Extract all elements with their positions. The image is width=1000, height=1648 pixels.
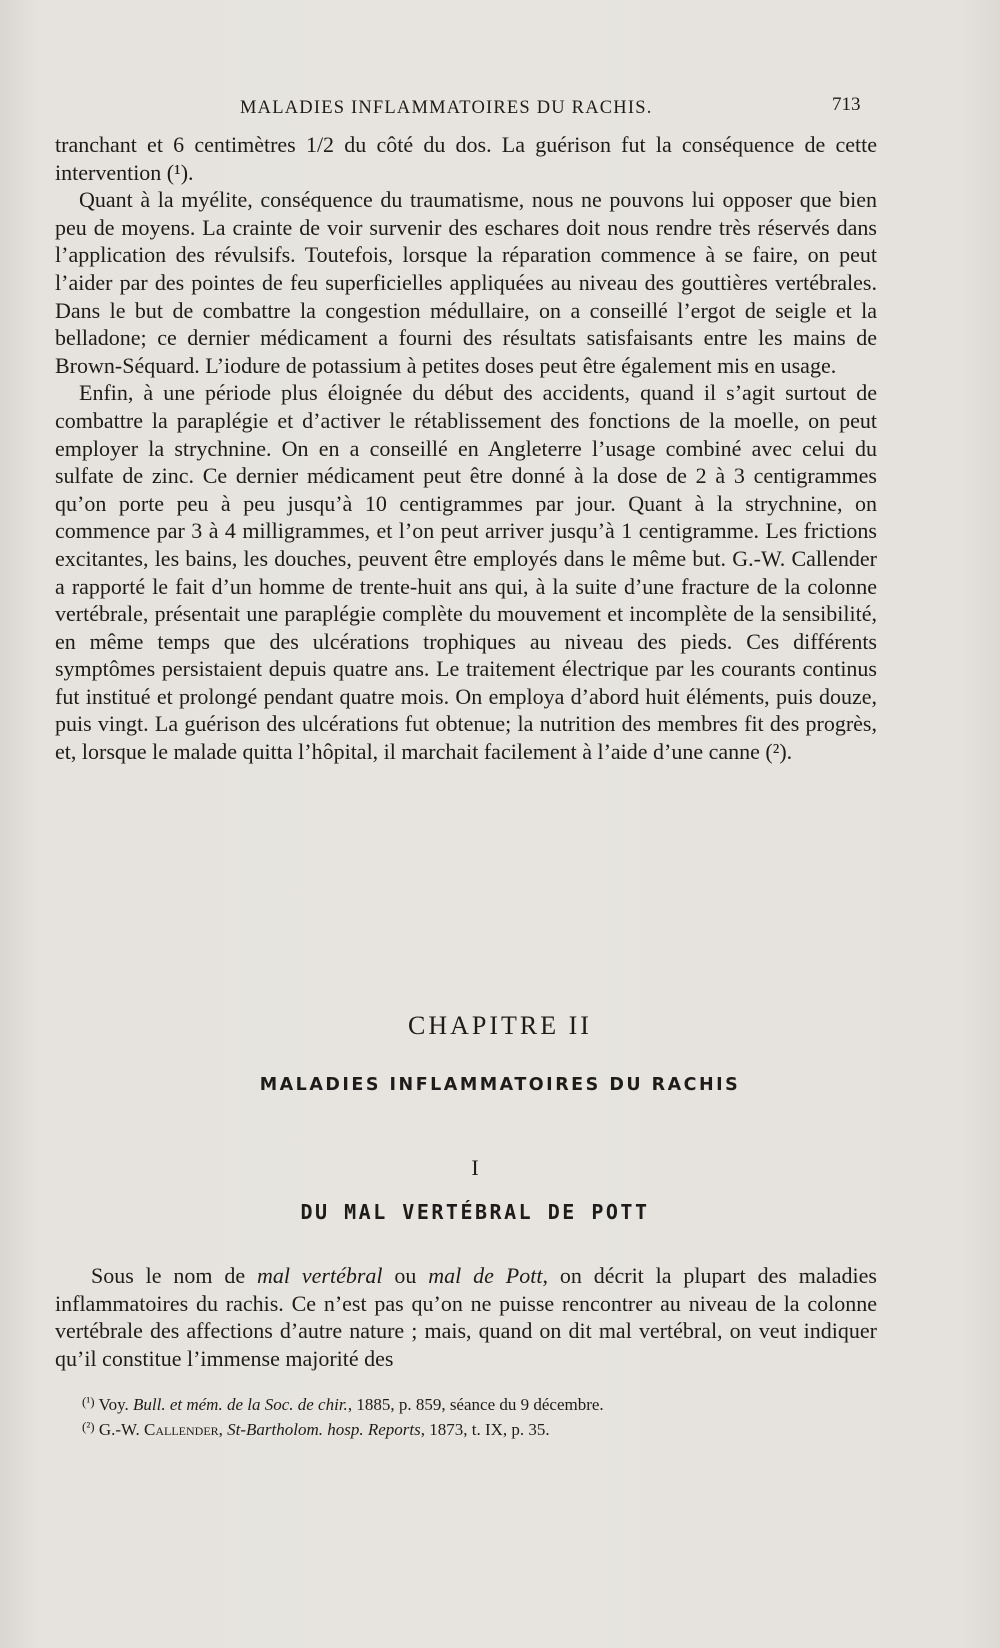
chapter-subheading: MALADIES INFLAMMATOIRES DU RACHIS <box>259 1075 741 1095</box>
text-run: , 1873, t. IX, p. 35. <box>420 1420 550 1439</box>
footnote-1 <box>82 1391 882 1416</box>
paragraph-myelite: Quant à la myélite, conséquence du traumatisme, nous ne pouvons lui opposer que bien peu de moyens. La crainte de voir survenir des eschares doit nous rendre très réservés dans l’application des révulsifs. Toutefois, lorsque la réparation commence à se faire, on peut l’aider par des pointes de feu superficielles appliquées au niveau des gouttières vertébrales. Dans le but de combattre la congestion médullaire, on a conseillé l’ergot de seigle et la belladone; ce dernier médicament a fourni des résultats satisfaisants entre les mains de Brown-Séquard. L’iodure de potassium à petites doses peut être également mis en usage. <box>55 187 877 378</box>
italic-term: mal vertébral <box>257 1263 383 1288</box>
text-run: , <box>218 1420 228 1439</box>
text-run: , on décrit la plupart des maladies inflammatoires du rachis. Ce n’est pas qu’on ne puisse rencontrer au niveau de la colonne vertébrale des affections d’autre nature ; mais, quand on dit mal vertébral, on veut indiquer qu’il constitue l’immense majorité des <box>55 1263 877 1371</box>
text-run: Voy. <box>94 1395 133 1414</box>
text-run: Sous le nom de <box>91 1263 258 1288</box>
chapter-heading: CHAPITRE II <box>408 1011 592 1040</box>
footnote-marker: (²) <box>82 1419 95 1434</box>
running-head <box>60 92 880 124</box>
paragraph-mal-de-pott <box>55 1262 877 1372</box>
running-head-title: MALADIES INFLAMMATOIRES DU RACHIS. <box>240 98 653 118</box>
paragraph-strychnine: Enfin, à une période plus éloignée du début des accidents, quand il s’agit surtout de combattre la paraplégie et d’activer le rétablissement des fonctions de la moelle, on peut employer la strychnine. On en a conseillé en Angleterre l’usage combiné avec celui du sulfate de zinc. Ce dernier médicament peut être donné à la dose de 2 à 3 centigrammes qu’on porte peu à peu jusqu’à 10 centigrammes par jour. Quant à la strychnine, on commence par 3 à 4 milligrammes, et l’on peut arriver jusqu’à 1 centigramme. Les frictions excitantes, les bains, les douches, peuvent être employés dans le même but. G.-W. Callender a rapporté le fait d’un homme de trente-huit ans qui, à la suite d’une fracture de la colonne vertébrale, présentait une paraplégie complète du mouvement et incomplète de la sensibilité, en même temps que des ulcérations trophiques au niveau des pieds. Ces différents symptômes persistaient depuis quatre ans. Le traitement électrique par les courants continus fut institué et prolongé pendant quatre mois. On employa d’abord huit éléments, puis douze, puis vingt. La guérison des ulcérations fut obtenue; la nutrition des membres fit des progrès, et, lorsque le malade quitta l’hôpital, il marchait facilement à l’aide d’une canne (²). <box>55 380 877 765</box>
italic-citation: Bull. et mém. de la Soc. de chir. <box>133 1395 348 1414</box>
footnote-2 <box>82 1416 882 1441</box>
page-number: 713 <box>832 94 861 115</box>
footnotes <box>82 1391 882 1441</box>
italic-term: mal de Pott <box>428 1263 543 1288</box>
body-text-bottom <box>55 1262 877 1372</box>
author-name: G.-W. Callender <box>94 1420 219 1439</box>
text-run: , 1885, p. 859, séance du 9 décembre. <box>347 1395 604 1414</box>
text-run: ou <box>382 1263 429 1288</box>
section-number: I <box>471 1155 479 1180</box>
body-text-top <box>55 131 877 766</box>
italic-citation: St-Bartholom. hosp. Reports <box>227 1420 421 1439</box>
footnote-marker: (¹) <box>82 1394 95 1409</box>
paragraph-continuation: tranchant et 6 centimètres 1/2 du côté du dos. La guérison fut la conséquence de cette intervention (¹). <box>55 132 877 185</box>
section-title: DU MAL VERTÉBRAL DE POTT <box>300 1200 650 1224</box>
